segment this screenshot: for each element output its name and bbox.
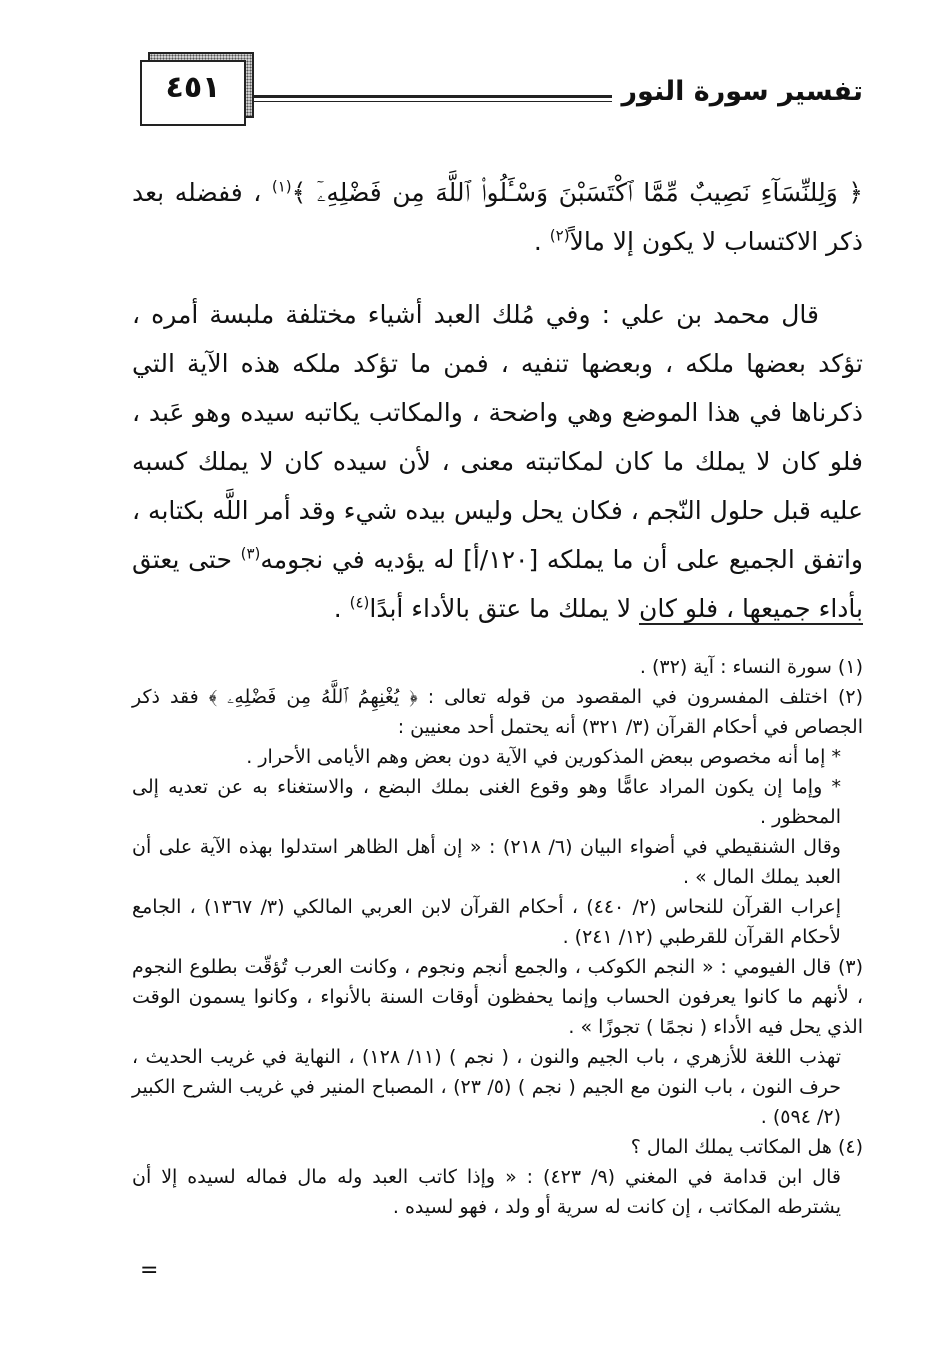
footnote-ref-2: (٢) [549, 226, 570, 245]
footnote-1: (١) سورة النساء : آية (٣٢) . [639, 656, 863, 678]
main-paragraph-2 [132, 290, 863, 633]
footnote-4-question: (٤) هل المكاتب يملك المال ؟ [630, 1136, 863, 1158]
verse-open-bracket: ﴿ [848, 178, 864, 207]
para2-text3: لا يملك ما عتق بالأداء أبدًا [369, 594, 632, 623]
footnotes [132, 652, 863, 1222]
footnote-2-shinqiti: وقال الشنقيطي في أضواء البيان (٦/ ٢١٨) : « إن أهل الظاهر استدلوا بهذه الآية على أن العبد يملك المال » . [132, 836, 841, 888]
verse-close-bracket: ﴾ [291, 178, 307, 207]
footnote-2-bullet-1: * إما أنه مخصوص ببعض المذكورين في الآية دون بعض وهم الأيامى الأحرار . [246, 746, 841, 768]
footnote-3-sources: تهذب اللغة للأزهري ، باب الجيم والنون ، ( نجم ) (١١/ ١٢٨) ، النهاية في غريب الحديث ، حرف النون ، باب النون مع الجيم ( نجم ) (٥/ ٢٣) ، المصباح المنير في غريب الشرح الكبير (٢/ ٥٩٤) . [132, 1046, 841, 1128]
surah-title: تفسير سورة النور [621, 76, 863, 107]
footnote-2-bullet-2: * وإما إن يكون المراد عامًّا وهو وقوع الغنى بملك البضع ، والاستغناء به عن تعديه إلى المحظور . [132, 776, 841, 828]
footnote-2-sources: إعراب القرآن للنحاس (٢/ ٤٤٠) ، أحكام القرآن لابن العربي المالكي (٣/ ١٣٦٧) ، الجامع لأحكام القرآن للقرطبي (١٢/ ٢٤١) . [132, 896, 841, 948]
footnote-ref-4: (٤) [349, 593, 370, 612]
para2-tail: . [333, 594, 342, 623]
page-number: ٤٥١ [165, 70, 221, 105]
footnote-ref-1: (١) [271, 177, 292, 196]
continuation-mark: = [140, 1258, 159, 1283]
para2-text: قال محمد بن علي : وفي مُلك العبد أشياء مختلفة ملبسة أمره ، تؤكد بعضها ملكه ، وبعضها تنفيه ، فمن ما تؤكد ملكه هذه الآية التي ذكرناها في هذا الموضع وهي واضحة ، والمكاتب يكاتبه سيده وهو عَبد ، فلو كان لا يملك ما كان لمكاتبته معنى ، لأن سيده كان لا يملك كسبه عليه قبل حلول النّجم ، فكان يحل وليس بيده شيء وقد أمر اللَّه بكتابه ، واتفق الجميع على أن ما يملكه [١٢٠/أ] له يؤديه في نجومه [132, 300, 863, 574]
footnote-2-intro: (٢) اختلف المفسرون في المقصود من قوله تعالى : ﴿ يُغْنِهِمُ ٱللَّهُ مِن فَضْلِهِۦ ﴾ فقد ذكر الجصاص في أحكام القرآن (٣/ ٣٢١) أنه يحتمل أحد معنيين : [132, 686, 863, 738]
para1-text: ، ففضله بعد ذكر الاكتساب لا يكون إلا مالاً [132, 178, 863, 256]
main-paragraph-1 [132, 168, 863, 266]
page-number-box [140, 60, 246, 126]
footnote-ref-3: (٣) [240, 544, 261, 563]
footnote-3-intro: (٣) قال الفيومي : « النجم الكوكب ، والجمع أنجم ونجوم ، وكانت العرب تُؤقّت بطلوع النجوم ، لأنهم ما كانوا يعرفون الحساب وإنما يحفظون أوقات السنة بالأنواء ، وكانوا يسمون الوقت الذي يحل فيه الأداء ( نجمًا ) تجوزًا » . [132, 956, 863, 1038]
para1-tail: . [533, 227, 542, 256]
header-rule-thin [252, 101, 612, 102]
quran-verse: وَلِلنِّسَآءِ نَصِيبٌ مِّمَّا ٱكْتَسَبْنَ وَسْـَٔلُوا۟ ٱللَّهَ مِن فَضْلِهِۦٓ [316, 178, 838, 207]
underlined-phrase: بأداء جميعها ، فلو كان [639, 594, 863, 623]
header-rule [252, 95, 612, 98]
para2-text2: حتى يعتق [132, 545, 232, 574]
footnote-4-quote: قال ابن قدامة في المغني (٩/ ٤٢٣) : « وإذا كاتب العبد وله مال فماله لسيده إلا أن يشترطه المكاتب ، إن كانت له سرية أو ولد ، فهو لسيده . [132, 1166, 841, 1218]
